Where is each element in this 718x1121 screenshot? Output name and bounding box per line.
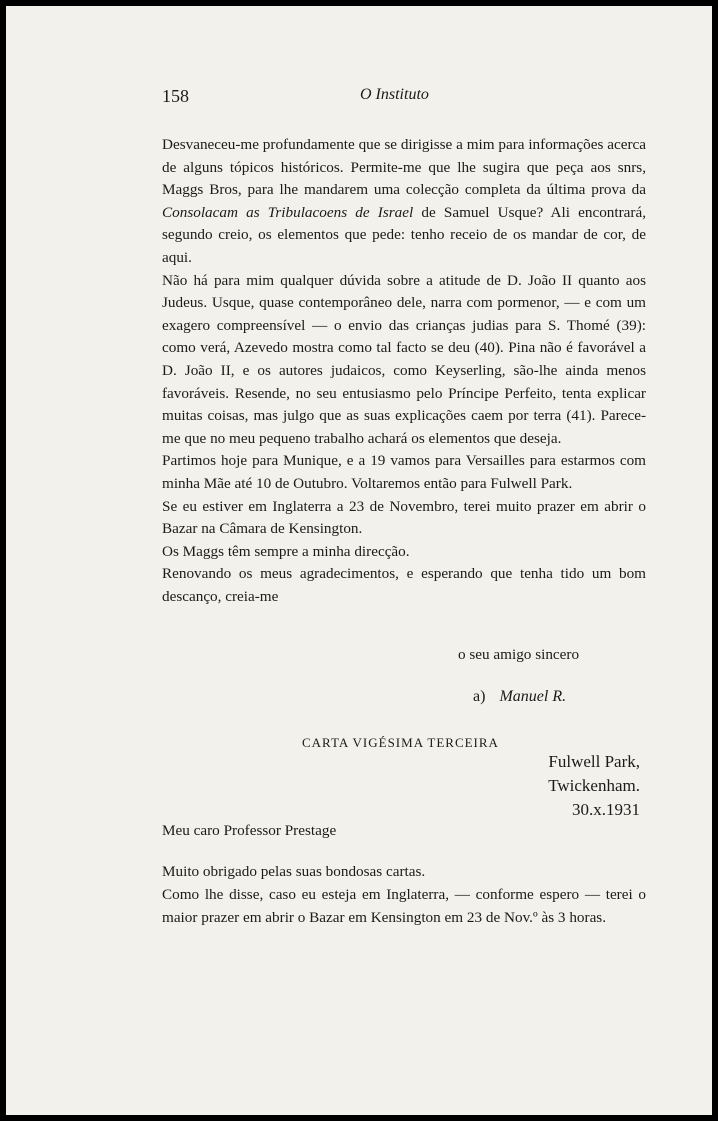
page-number: 158	[162, 86, 189, 106]
paragraph: Partimos hoje para Munique, e a 19 vamos para Versailles para estarmos com minha Mãe até 10 de Outubro. Voltaremos então para Fulwell Park.	[162, 452, 646, 492]
letter-closing: o seu amigo sincero	[458, 646, 580, 663]
letter-heading: CARTA VIGÉSIMA TERCEIRA	[302, 735, 499, 750]
salutation: Meu caro Professor Prestage	[162, 822, 337, 839]
signature-prefix: a)	[473, 688, 486, 705]
paragraph-text: de Samuel Usque? Ali encontrará, segundo creio, os elementos que pede: tenho receio de os mandar de cor, de aqui.	[162, 203, 646, 266]
book-page	[6, 6, 712, 1115]
paragraph: Muito obrigado pelas suas bondosas cartas.	[162, 863, 426, 880]
book-title: Consolacam as Tribulacoens de Israel	[162, 203, 414, 221]
page-header	[162, 86, 652, 110]
paragraph: Não há para mim qualquer dúvida sobre a atitude de D. João II quanto aos Judeus. Usque, quase contemporâneo dele, narra com pormenor, — e com um exagero compreensível — o envio das crianças judias para S. Thomé (39): como verá, Azevedo mostra como tal facto se deu (40). Pina não é favorável a D. João II, e os autores judaicos, como Keyserling, são-lhe ainda menos favoráveis. Resende, no seu entusiasmo pelo Príncipe Perfeito, tenta explicar muitas coisas, mas julgo que as suas explicações caem por terra (41). Parece-me que no meu pequeno trabalho achará os elementos que deseja.	[162, 271, 646, 447]
paragraph: Se eu estiver em Inglaterra a 23 de Novembro, terei muito prazer em abrir o Bazar na Câmara de Kensington.	[162, 497, 646, 538]
paragraph: Os Maggs têm sempre a minha direcção.	[162, 542, 410, 560]
paragraph-text: Desvaneceu-me profundamente que se dirigisse a mim para informações acerca de alguns tópicos históricos. Permite-me que lhe sugira que peça aos snrs, Maggs Bros, para lhe mandarem uma colecção completa da última prova da	[162, 136, 646, 199]
sender-address	[548, 750, 640, 822]
paragraph: Como lhe disse, caso eu esteja em Inglaterra, — conforme espero — terei o maior prazer em abrir o Bazar em Kensington em 23 de Nov.º às 3 horas.	[162, 885, 646, 926]
address-line: Twickenham.	[548, 776, 640, 795]
address-date: 30.x.1931	[572, 800, 640, 819]
running-title: O Instituto	[360, 86, 429, 103]
signature	[473, 688, 566, 706]
address-line: Fulwell Park,	[548, 752, 640, 771]
signature-name: Manuel R.	[499, 688, 567, 705]
paragraph: Renovando os meus agradecimentos, e esperando que tenha tido um bom descanço, creia-me	[162, 565, 646, 605]
letter-body	[162, 134, 646, 608]
letter-body	[162, 861, 646, 929]
paragraph	[162, 134, 646, 270]
